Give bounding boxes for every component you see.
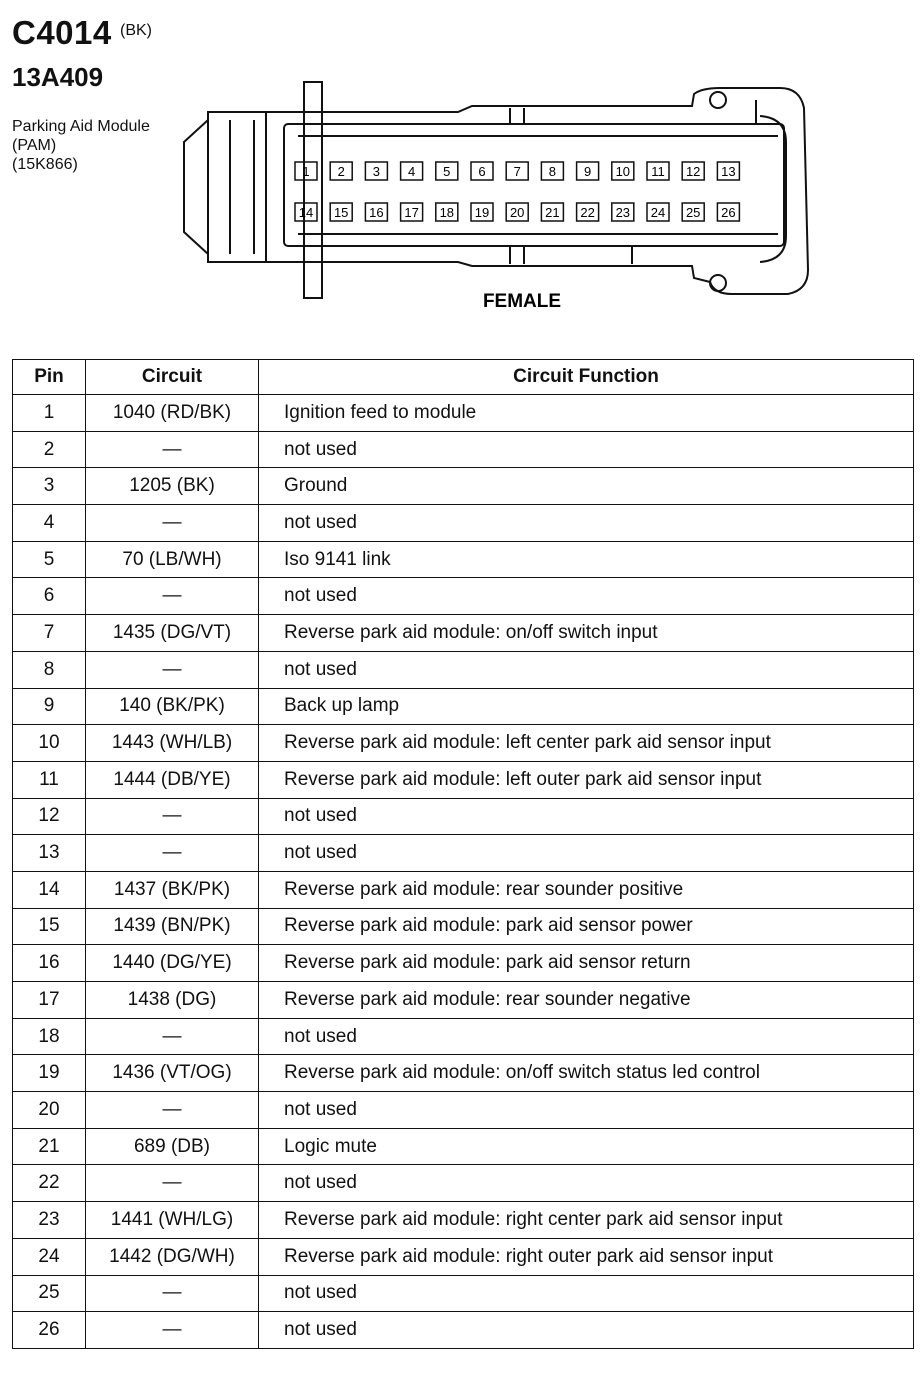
table-row — [13, 908, 914, 945]
function-cell: Reverse park aid module: on/off switch status led control — [259, 1055, 914, 1092]
function-cell: Reverse park aid module: park aid sensor return — [259, 945, 914, 982]
circuit-cell: 1438 (DG) — [86, 982, 259, 1019]
pin-number: 23 — [615, 205, 631, 220]
pin-cell: 12 — [13, 798, 86, 835]
latch-tab — [184, 120, 208, 254]
function-cell: Reverse park aid module: park aid sensor power — [259, 908, 914, 945]
circuit-cell: 1441 (WH/LG) — [86, 1202, 259, 1239]
table-row — [13, 1238, 914, 1275]
circuit-cell: — — [86, 651, 259, 688]
circuit-cell: 689 (DB) — [86, 1128, 259, 1165]
pin-cell: 17 — [13, 982, 86, 1019]
circuit-cell: 140 (BK/PK) — [86, 688, 259, 725]
table-row — [13, 1312, 914, 1349]
mount-hole-bottom — [710, 275, 726, 291]
pin-number: 21 — [545, 205, 560, 220]
pin-cell: 5 — [13, 541, 86, 578]
pin-cell: 20 — [13, 1092, 86, 1129]
pin-number: 25 — [685, 205, 701, 220]
circuit-cell: 1444 (DB/YE) — [86, 761, 259, 798]
function-cell: not used — [259, 431, 914, 468]
function-cell: not used — [259, 505, 914, 542]
table-row — [13, 1055, 914, 1092]
circuit-cell: — — [86, 835, 259, 872]
pin-number: 24 — [650, 205, 666, 220]
pin-cell: 7 — [13, 615, 86, 652]
table-header-row — [13, 360, 914, 395]
circuit-cell: 1439 (BN/PK) — [86, 908, 259, 945]
function-cell: not used — [259, 1092, 914, 1129]
connector-body — [208, 88, 808, 294]
circuit-cell: 1040 (RD/BK) — [86, 395, 259, 432]
function-cell: Reverse park aid module: left center park aid sensor input — [259, 725, 914, 762]
table-row — [13, 541, 914, 578]
pin-cell: 19 — [13, 1055, 86, 1092]
circuit-cell: — — [86, 431, 259, 468]
table-row — [13, 725, 914, 762]
pin-number: 13 — [721, 164, 736, 179]
pin-cell: 18 — [13, 1018, 86, 1055]
circuit-cell: — — [86, 798, 259, 835]
table-row — [13, 982, 914, 1019]
function-cell: not used — [259, 651, 914, 688]
function-cell: not used — [259, 578, 914, 615]
pin-number: 22 — [580, 205, 595, 220]
pin-number: 12 — [685, 164, 701, 179]
circuit-cell: — — [86, 505, 259, 542]
pin-cell: 15 — [13, 908, 86, 945]
function-cell: Reverse park aid module: right center park aid sensor input — [259, 1202, 914, 1239]
pin-cell: 9 — [13, 688, 86, 725]
connector-color: (BK) — [120, 22, 152, 39]
pin-number: 8 — [548, 164, 557, 179]
table-row — [13, 505, 914, 542]
pin-cell: 25 — [13, 1275, 86, 1312]
circuit-cell: — — [86, 578, 259, 615]
function-cell: Ground — [259, 468, 914, 505]
pin-number: 1 — [302, 164, 310, 179]
table-row — [13, 798, 914, 835]
circuit-cell: 1435 (DG/VT) — [86, 615, 259, 652]
pin-cell: 11 — [13, 761, 86, 798]
function-cell: Logic mute — [259, 1128, 914, 1165]
pin-number: 19 — [474, 205, 490, 220]
function-cell: Reverse park aid module: rear sounder positive — [259, 871, 914, 908]
circuit-cell: — — [86, 1092, 259, 1129]
pin-cell: 16 — [13, 945, 86, 982]
pin-cell: 10 — [13, 725, 86, 762]
locking-bar — [304, 82, 322, 298]
function-cell: Reverse park aid module: on/off switch input — [259, 615, 914, 652]
table-row — [13, 1128, 914, 1165]
function-cell: not used — [259, 798, 914, 835]
table-row — [13, 761, 914, 798]
pin-number: 4 — [407, 164, 416, 179]
function-cell: not used — [259, 1312, 914, 1349]
table-row — [13, 468, 914, 505]
header-pin: Pin — [13, 360, 86, 395]
pin-cell: 3 — [13, 468, 86, 505]
pin-number: 20 — [509, 205, 525, 220]
pin-cell: 24 — [13, 1238, 86, 1275]
pin-cell: 22 — [13, 1165, 86, 1202]
pin-number: 26 — [721, 205, 736, 220]
pin-cell: 13 — [13, 835, 86, 872]
function-cell: Reverse park aid module: right outer park aid sensor input — [259, 1238, 914, 1275]
pin-number: 15 — [333, 205, 349, 220]
pin-number: 10 — [615, 164, 631, 179]
module-label — [12, 117, 150, 174]
module-part: (15K866) — [12, 156, 78, 173]
pin-number: 18 — [439, 205, 455, 220]
part-number: 13A409 — [12, 62, 104, 92]
connector-diagram — [180, 80, 820, 310]
pin-cell: 8 — [13, 651, 86, 688]
pin-row-bottom — [295, 203, 739, 221]
circuit-cell: 70 (LB/WH) — [86, 541, 259, 578]
table-row — [13, 688, 914, 725]
table-row — [13, 945, 914, 982]
circuit-cell: 1443 (WH/LB) — [86, 725, 259, 762]
pin-number: 7 — [513, 164, 521, 179]
table-row — [13, 835, 914, 872]
pin-number: 9 — [583, 164, 592, 179]
table-row — [13, 1018, 914, 1055]
function-cell: not used — [259, 835, 914, 872]
table-row — [13, 1275, 914, 1312]
circuit-cell: 1205 (BK) — [86, 468, 259, 505]
circuit-cell: 1437 (BK/PK) — [86, 871, 259, 908]
table-row — [13, 651, 914, 688]
circuit-cell: — — [86, 1275, 259, 1312]
function-cell: Iso 9141 link — [259, 541, 914, 578]
pin-cell: 6 — [13, 578, 86, 615]
pin-number: 16 — [369, 205, 384, 220]
pin-cell: 2 — [13, 431, 86, 468]
pin-number: 11 — [651, 164, 665, 179]
circuit-cell: — — [86, 1312, 259, 1349]
circuit-cell: 1442 (DG/WH) — [86, 1238, 259, 1275]
pin-number: 2 — [337, 164, 345, 179]
pin-cell: 14 — [13, 871, 86, 908]
header-circuit: Circuit — [86, 360, 259, 395]
function-cell: not used — [259, 1018, 914, 1055]
pin-cell: 21 — [13, 1128, 86, 1165]
function-cell: Back up lamp — [259, 688, 914, 725]
table-row — [13, 1165, 914, 1202]
circuit-cell: — — [86, 1165, 259, 1202]
pin-number: 6 — [478, 164, 486, 179]
table-row — [13, 615, 914, 652]
pin-row-top — [295, 162, 739, 180]
module-abbrev: (PAM) — [12, 137, 57, 154]
circuit-cell: 1436 (VT/OG) — [86, 1055, 259, 1092]
pin-cell: 23 — [13, 1202, 86, 1239]
pin-number: 14 — [298, 205, 314, 220]
connector-id: C4014 — [12, 14, 112, 51]
gender-label: FEMALE — [482, 291, 562, 310]
pinout-table — [12, 359, 914, 1349]
pin-cell: 4 — [13, 505, 86, 542]
mount-hole-top — [710, 92, 726, 108]
function-cell: Reverse park aid module: rear sounder negative — [259, 982, 914, 1019]
table-row — [13, 578, 914, 615]
pin-number: 5 — [443, 164, 451, 179]
pin-number: 3 — [372, 164, 381, 179]
circuit-cell: 1440 (DG/YE) — [86, 945, 259, 982]
circuit-cell: — — [86, 1018, 259, 1055]
function-cell: not used — [259, 1275, 914, 1312]
function-cell: Reverse park aid module: left outer park aid sensor input — [259, 761, 914, 798]
module-name: Parking Aid Module — [12, 118, 150, 135]
pin-cell: 1 — [13, 395, 86, 432]
table-row — [13, 1202, 914, 1239]
function-cell: not used — [259, 1165, 914, 1202]
table-row — [13, 871, 914, 908]
pin-number: 17 — [404, 205, 419, 220]
header-function: Circuit Function — [259, 360, 914, 395]
table-row — [13, 1092, 914, 1129]
function-cell: Ignition feed to module — [259, 395, 914, 432]
table-row — [13, 431, 914, 468]
table-row — [13, 395, 914, 432]
pin-cell: 26 — [13, 1312, 86, 1349]
